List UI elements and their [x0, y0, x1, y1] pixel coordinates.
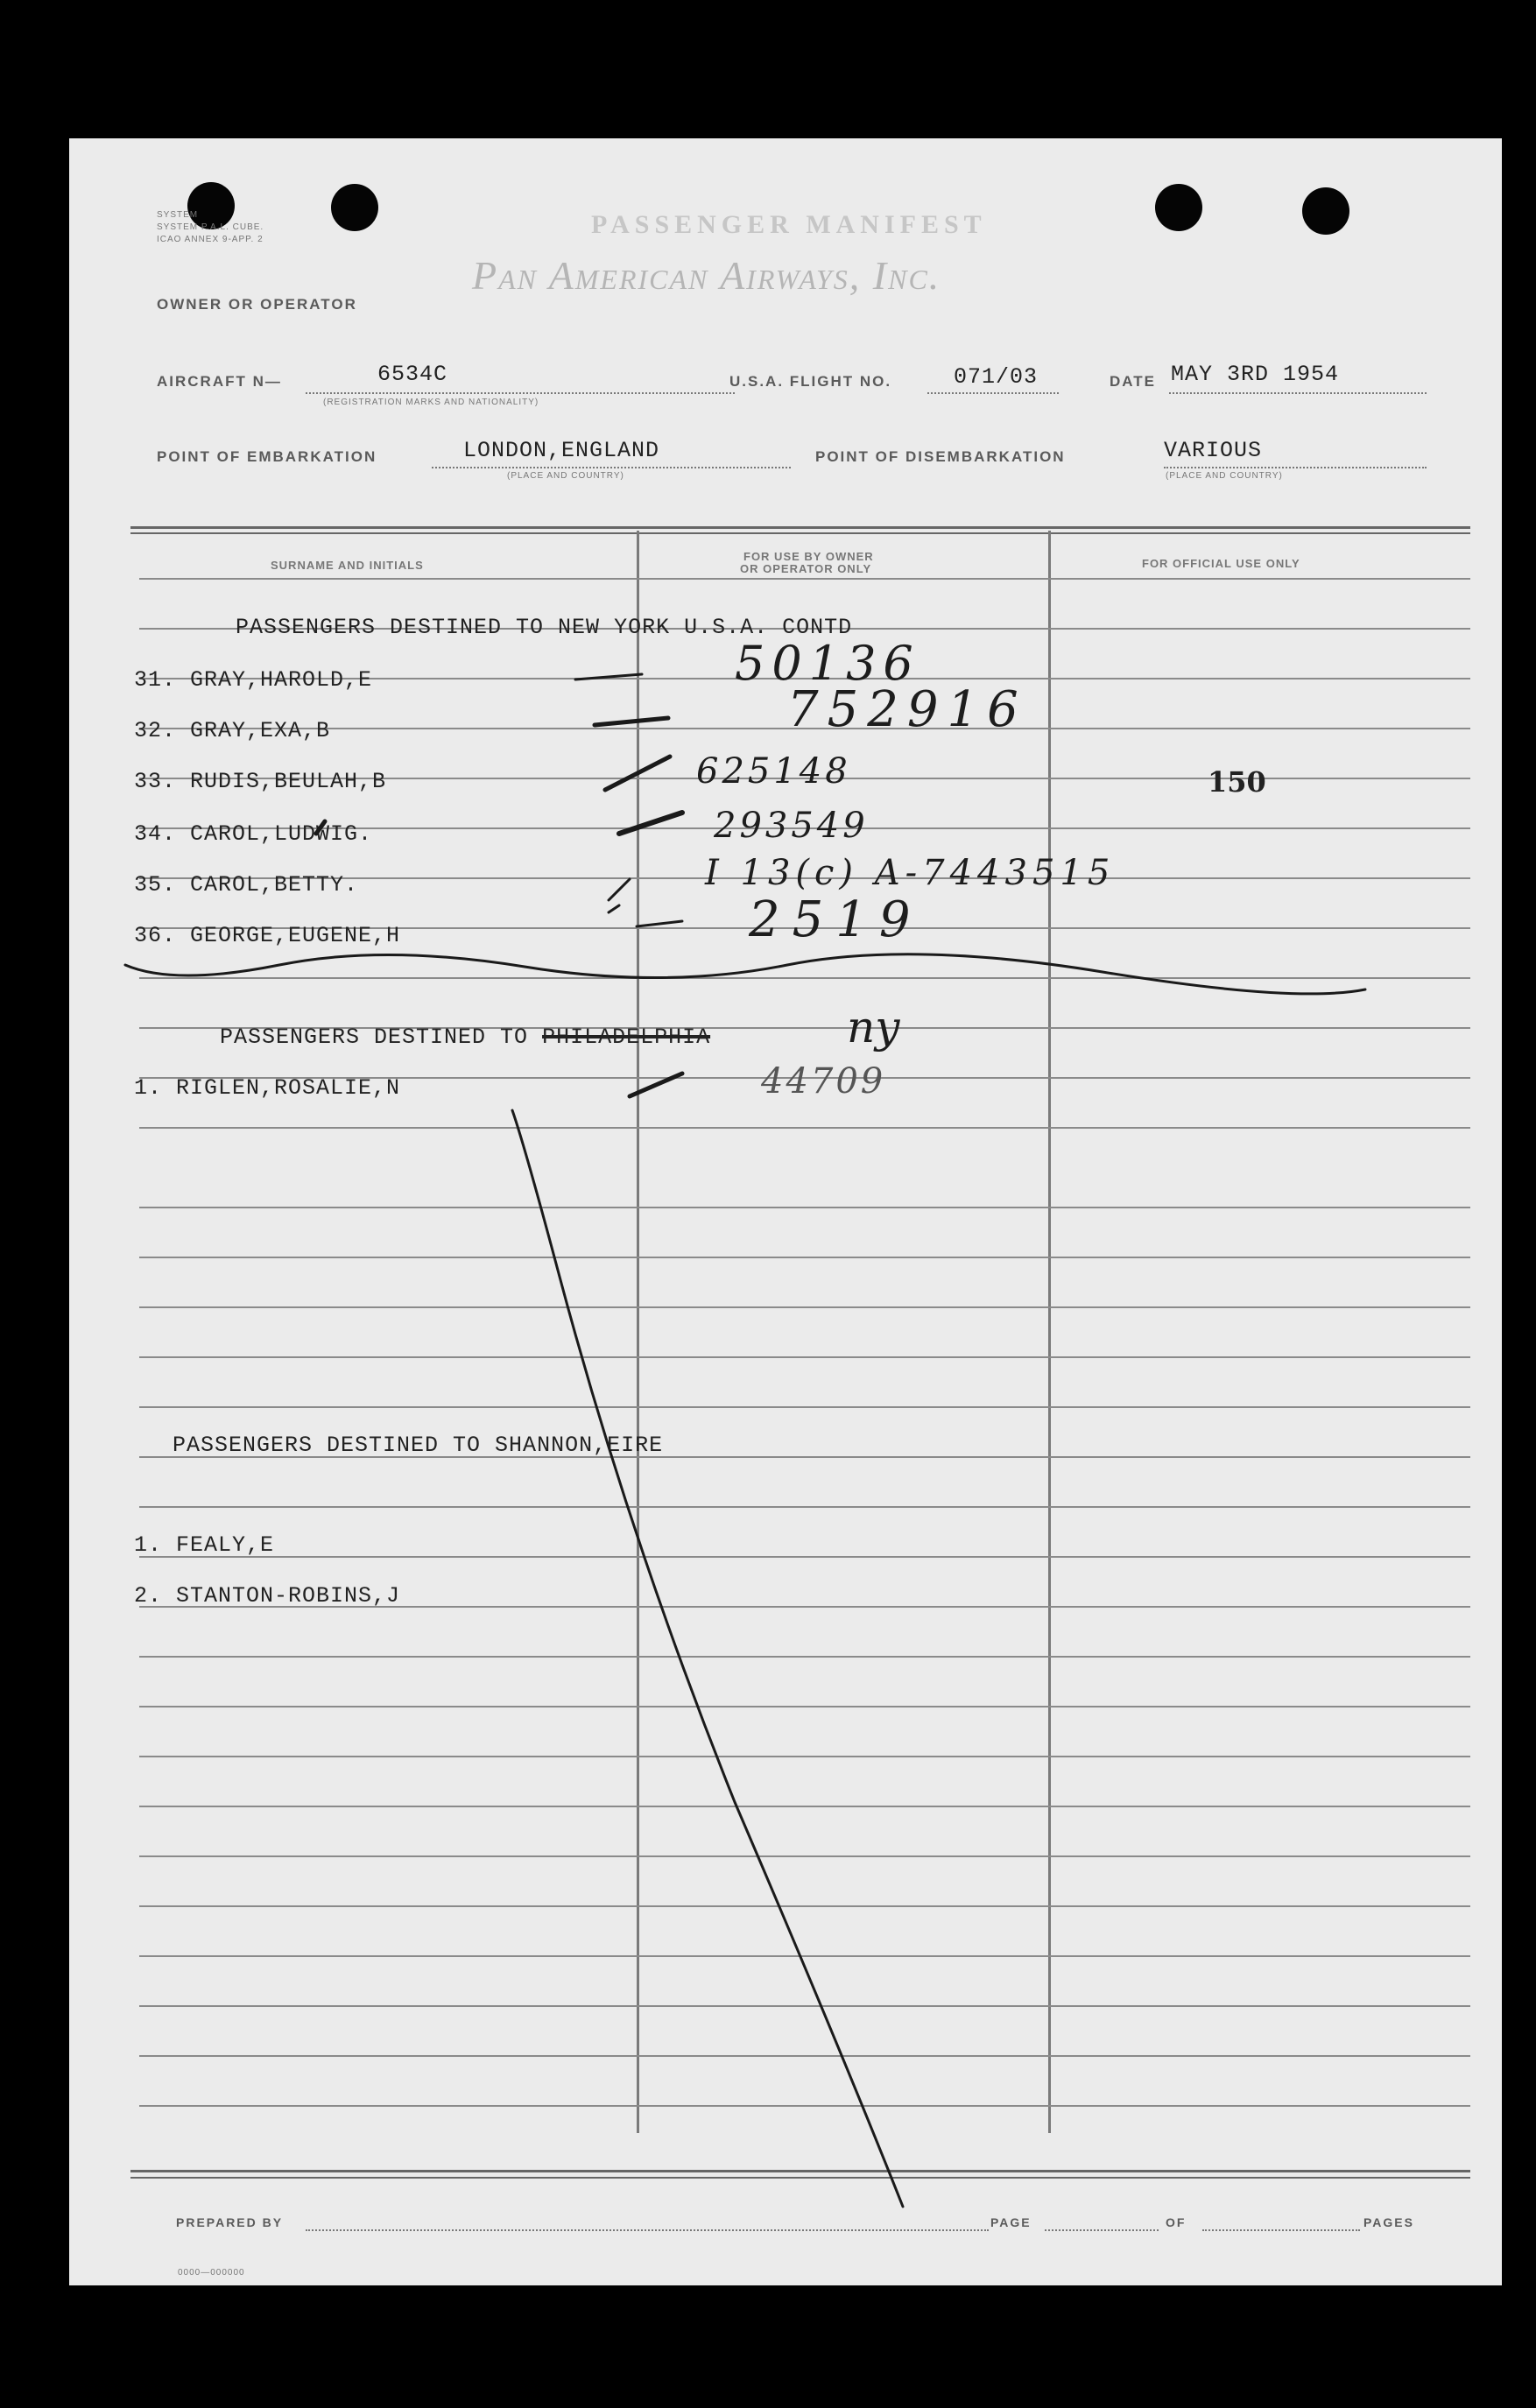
pages-label: PAGES: [1363, 2215, 1414, 2229]
col-owner-header-1: FOR USE BY OWNER: [743, 550, 874, 563]
col-surname-header: SURNAME AND INITIALS: [271, 559, 424, 572]
flight-value: 071/03: [954, 364, 1039, 390]
handwritten-number: 752916: [787, 681, 1027, 738]
philadelphia-prefix: PASSENGERS DESTINED TO: [220, 1024, 543, 1050]
faded-heading: PASSENGER MANIFEST: [591, 210, 987, 239]
flight-label: U.S.A. FLIGHT NO.: [729, 373, 892, 390]
date-value: MAY 3RD 1954: [1171, 362, 1340, 387]
passenger-row: 1. FEALY,E: [134, 1532, 275, 1558]
passenger-row: 32. GRAY,EXA,B: [134, 718, 331, 743]
section-shannon-heading: PASSENGERS DESTINED TO SHANNON,EIRE: [173, 1433, 664, 1458]
handwritten-number: 2519: [749, 891, 923, 948]
handwritten-number: I 13(c) A-7443515: [705, 853, 1116, 893]
handwritten-number: 50136: [735, 636, 920, 691]
page-label: PAGE: [990, 2215, 1032, 2229]
passenger-row: 33. RUDIS,BEULAH,B: [134, 769, 387, 794]
form-code-line-1: SYSTEM: [157, 210, 199, 220]
form-number: 0000—000000: [178, 2268, 245, 2278]
disembark-value: VARIOUS: [1164, 438, 1263, 463]
aircraft-caption: (REGISTRATION MARKS AND NATIONALITY): [323, 398, 539, 407]
manifest-sheet: [69, 138, 1502, 2285]
embark-label: POINT OF EMBARKATION: [157, 448, 377, 465]
section-new-york-heading: PASSENGERS DESTINED TO NEW YORK U.S.A. CONTD: [236, 615, 853, 640]
of-label: OF: [1166, 2215, 1187, 2229]
owner-label: OWNER OR OPERATOR: [157, 296, 357, 313]
handwritten-number: 44709: [761, 1061, 886, 1102]
passenger-row: 35. CAROL,BETTY.: [134, 872, 359, 898]
embark-caption: (PLACE AND COUNTRY): [507, 471, 624, 481]
passenger-row: 31. GRAY,HAROLD,E: [134, 667, 373, 693]
disembark-caption: (PLACE AND COUNTRY): [1166, 471, 1283, 481]
form-code-line-3: ICAO ANNEX 9-APP. 2: [157, 235, 264, 244]
handwritten-number: 625148: [696, 751, 851, 792]
handwritten-number: 293549: [714, 806, 869, 846]
passenger-row: 34. CAROL,LUDWIG.: [134, 821, 373, 847]
prepared-by-label: PREPARED BY: [176, 2215, 284, 2229]
company-title: Pan American Airways, Inc.: [472, 253, 941, 298]
philadelphia-struck: PHILADELPHIA: [542, 1024, 711, 1050]
passenger-row: 36. GEORGE,EUGENE,H: [134, 923, 401, 948]
pen-marks: [69, 138, 1502, 2285]
handwritten-correction: ny: [847, 1002, 900, 1053]
col-official-header: FOR OFFICIAL USE ONLY: [1142, 557, 1300, 570]
aircraft-value: 6534C: [377, 362, 448, 387]
form-code-line-2: SYSTEM P.A.L. CUBE.: [157, 222, 264, 232]
official-note: 150: [1208, 765, 1266, 799]
embark-value: LONDON,ENGLAND: [463, 438, 660, 463]
aircraft-label: AIRCRAFT N—: [157, 373, 282, 390]
passenger-row: 1. RIGLEN,ROSALIE,N: [134, 1075, 401, 1101]
passenger-row: 2. STANTON-ROBINS,J: [134, 1583, 401, 1609]
disembark-label: POINT OF DISEMBARKATION: [815, 448, 1066, 465]
date-label: DATE: [1110, 373, 1157, 390]
col-owner-header-2: OR OPERATOR ONLY: [740, 562, 872, 575]
